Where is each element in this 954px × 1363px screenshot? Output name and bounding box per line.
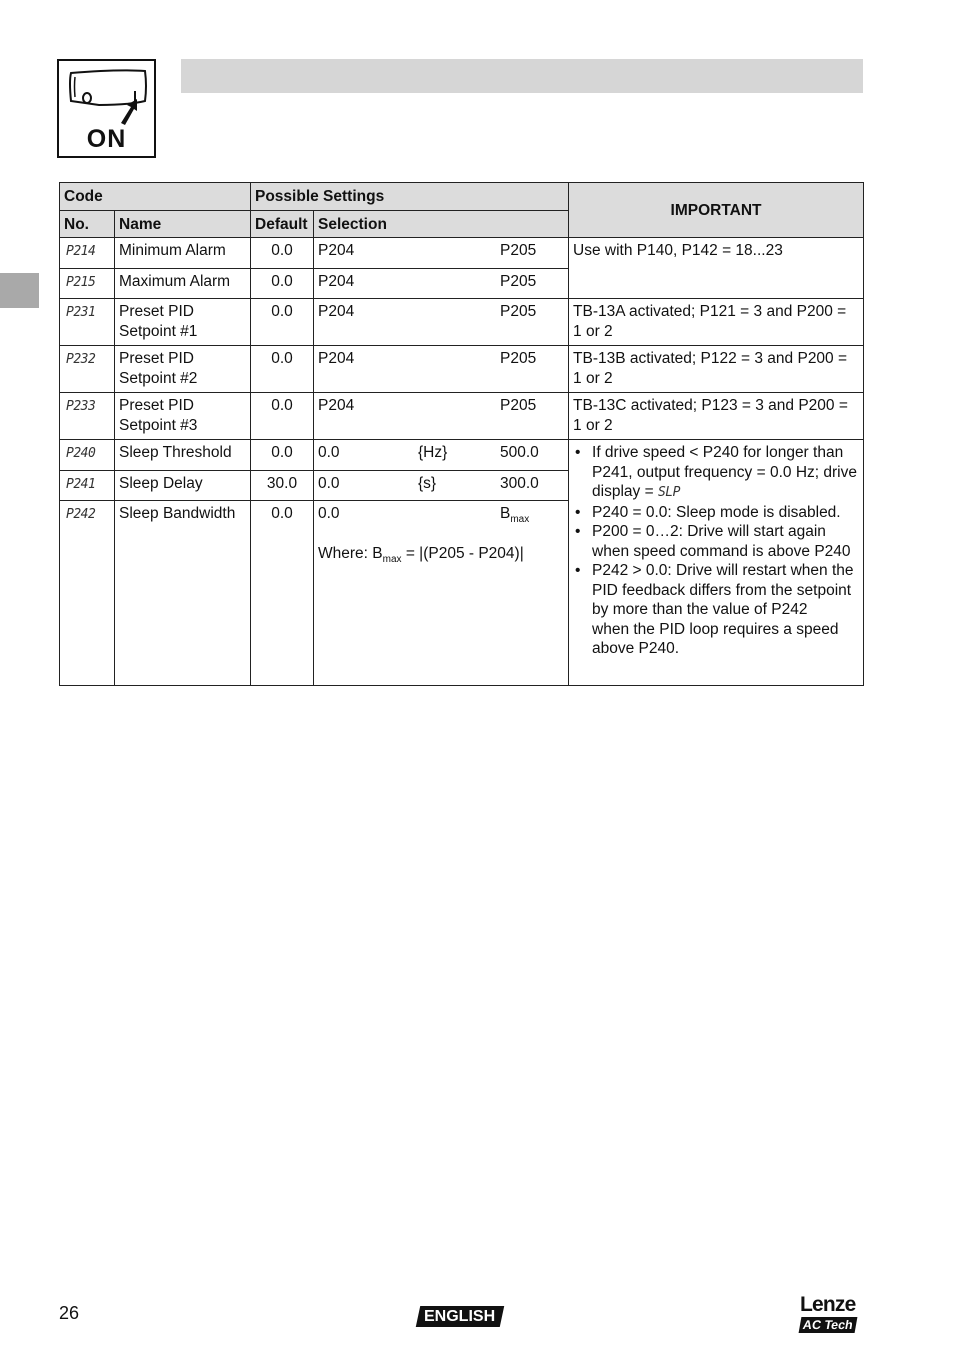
- range-min: P204: [318, 350, 355, 367]
- code-display: P231: [66, 305, 96, 320]
- table-row: [60, 393, 864, 440]
- param-name: Minimum Alarm: [115, 238, 251, 269]
- range-min: 0.0: [318, 505, 340, 522]
- param-name: Maximum Alarm: [115, 269, 251, 299]
- sleep-notes-cell: [569, 440, 864, 686]
- table-header-row-1: [60, 183, 864, 211]
- table-row: [60, 440, 864, 471]
- range-min: P204: [318, 242, 355, 259]
- param-name: Preset PID Setpoint #2: [115, 346, 251, 393]
- param-name: Preset PID Setpoint #3: [115, 393, 251, 440]
- language-badge: ENGLISH: [416, 1306, 504, 1327]
- on-label: ON: [86, 125, 127, 153]
- code-display: P215: [66, 275, 96, 290]
- header-important: IMPORTANT: [569, 183, 864, 238]
- range-min: P204: [318, 397, 355, 414]
- header-default: Default: [251, 210, 314, 238]
- range-min: 0.0: [318, 475, 340, 492]
- code-display: P214: [66, 244, 96, 259]
- list-item: • P242 > 0.0: Drive will restart when the PID feedback differs from the setpoint by more than the value of P242 when the PID loop requires a speed above P240.: [573, 561, 859, 659]
- code-display: P232: [66, 352, 96, 367]
- range-unit: {Hz}: [418, 444, 448, 461]
- list-item: • P240 = 0.0: Sleep mode is disabled.: [573, 503, 859, 523]
- header-no: No.: [60, 210, 115, 238]
- param-name: Sleep Bandwidth: [115, 501, 251, 686]
- header-name: Name: [115, 210, 251, 238]
- important-note: TB-13C activated; P123 = 3 and P200 = 1 or 2: [569, 393, 864, 440]
- list-item: • If drive speed < P240 for longer than P241, output frequency = 0.0 Hz; drive display = SLP: [573, 443, 859, 503]
- range-max: P205: [500, 397, 537, 414]
- range-max: P205: [500, 303, 537, 320]
- code-display: P233: [66, 399, 96, 414]
- param-default: 0.0: [251, 299, 314, 346]
- brand-subtitle: AC Tech: [799, 1317, 858, 1333]
- param-default: 0.0: [251, 393, 314, 440]
- parameter-table: [59, 182, 864, 686]
- chapter-tab: [0, 273, 39, 308]
- code-display: P241: [66, 477, 96, 492]
- range-min: P204: [318, 303, 355, 320]
- param-name: Preset PID Setpoint #1: [115, 299, 251, 346]
- list-item: • P200 = 0…2: Drive will start again when speed command is above P240: [573, 522, 859, 561]
- header-code: Code: [60, 183, 251, 211]
- param-default: 0.0: [251, 440, 314, 471]
- param-name: Sleep Threshold: [115, 440, 251, 471]
- important-note: Use with P140, P142 = 18...23: [569, 238, 864, 299]
- range-max: P205: [500, 273, 537, 290]
- important-note: TB-13A activated; P121 = 3 and P200 = 1 or 2: [569, 299, 864, 346]
- range-min: 0.0: [318, 444, 340, 461]
- header-selection: Selection: [314, 210, 569, 238]
- table-row: [60, 238, 864, 269]
- param-default: 0.0: [251, 269, 314, 299]
- important-note: TB-13B activated; P122 = 3 and P200 = 1 or 2: [569, 346, 864, 393]
- code-display: P240: [66, 446, 96, 461]
- table-row: [60, 299, 864, 346]
- range-max: 300.0: [500, 475, 539, 492]
- power-switch-on-icon: [57, 59, 156, 158]
- header-possible-settings: Possible Settings: [251, 183, 569, 211]
- range-max: P205: [500, 242, 537, 259]
- bandwidth-formula: Where: $B_{max} = |(P205 - P204)|$: [318, 545, 524, 565]
- page-number: 26: [59, 1303, 80, 1323]
- sleep-notes-list: [573, 443, 859, 659]
- table-row: [60, 346, 864, 393]
- sleep-display-code: SLP: [657, 485, 680, 500]
- range-unit: {s}: [418, 475, 437, 492]
- range-min: P204: [318, 273, 355, 290]
- brand-logo: [800, 1294, 864, 1334]
- param-default: 30.0: [251, 471, 314, 501]
- code-display: P242: [66, 507, 96, 522]
- range-max: $B_{max}$: [500, 505, 530, 525]
- param-default: 0.0: [251, 238, 314, 269]
- range-max: 500.0: [500, 444, 539, 461]
- range-max: P205: [500, 350, 537, 367]
- param-name: Sleep Delay: [115, 471, 251, 501]
- param-default: 0.0: [251, 501, 314, 686]
- param-default: 0.0: [251, 346, 314, 393]
- section-header-bar: [181, 59, 863, 93]
- brand-name: Lenze: [800, 1293, 856, 1316]
